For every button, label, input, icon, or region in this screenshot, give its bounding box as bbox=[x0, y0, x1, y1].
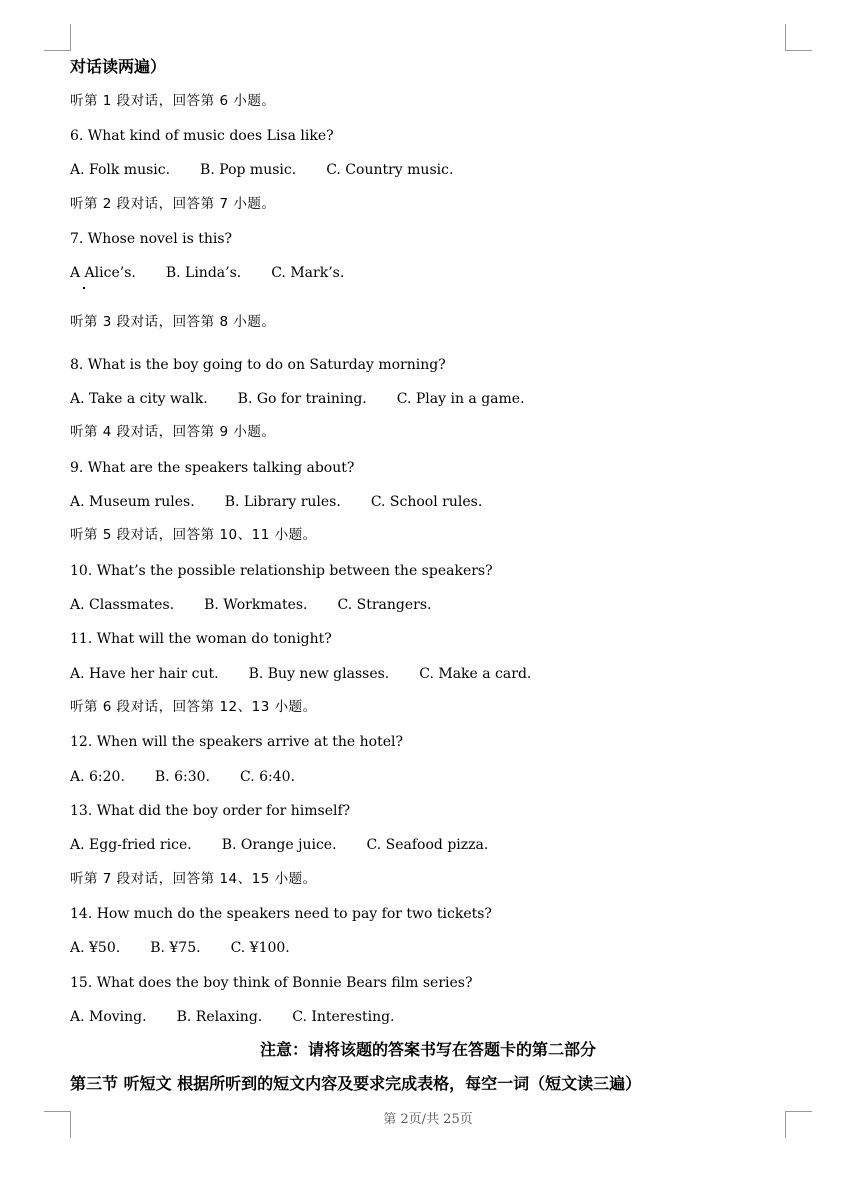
dialogue-instruction: 听第 5 段对话，回答第 10、11 小题。 bbox=[70, 527, 317, 543]
answer-option: A. Museum rules. bbox=[70, 494, 195, 510]
answer-option: B. 6:30. bbox=[154, 769, 210, 785]
answer-option: A. Folk music. bbox=[70, 162, 171, 178]
question: 10. What’s the possible relationship between the speakers? bbox=[70, 563, 493, 579]
question: 15. What does the boy think of Bonnie Bears film series? bbox=[70, 975, 473, 991]
answer-options bbox=[70, 595, 431, 615]
section-heading-tail: 对话读两遍） bbox=[70, 57, 167, 76]
question: 8. What is the boy going to do on Saturday morning? bbox=[70, 357, 446, 373]
answer-options bbox=[70, 664, 531, 684]
answer-option: C. Interesting. bbox=[292, 1009, 395, 1025]
answer-option: C. 6:40. bbox=[239, 769, 295, 785]
answer-options bbox=[70, 1007, 395, 1027]
answer-option: B. Library rules. bbox=[224, 494, 341, 510]
answer-option: B. Buy new glasses. bbox=[248, 666, 390, 682]
answer-option: C. Mark’s. bbox=[271, 265, 345, 281]
dialogue-instruction: 听第 6 段对话，回答第 12、13 小题。 bbox=[70, 699, 317, 715]
answer-option: C. Strangers. bbox=[337, 597, 432, 613]
answer-option: A. Moving. bbox=[70, 1009, 147, 1025]
answer-option: B. Relaxing. bbox=[176, 1009, 263, 1025]
answer-options bbox=[70, 263, 344, 283]
question: 11. What will the woman do tonight? bbox=[70, 631, 332, 647]
question: 14. How much do the speakers need to pay for two tickets? bbox=[70, 906, 492, 922]
dialogue-instruction: 听第 4 段对话，回答第 9 小题。 bbox=[70, 424, 276, 440]
question: 7. Whose novel is this? bbox=[70, 231, 233, 247]
dialogue-instruction: 听第 3 段对话，回答第 8 小题。 bbox=[70, 314, 276, 330]
answer-option: A. Classmates. bbox=[70, 597, 175, 613]
answer-option: A. Have her hair cut. bbox=[70, 666, 219, 682]
crop-mark-top-right bbox=[785, 24, 812, 51]
stray-dot bbox=[83, 287, 85, 289]
answer-option: C. Country music. bbox=[326, 162, 454, 178]
answer-options bbox=[70, 767, 295, 787]
answer-options bbox=[70, 835, 488, 855]
answer-option: B. ¥75. bbox=[150, 940, 201, 956]
question: 12. When will the speakers arrive at the hotel? bbox=[70, 734, 403, 750]
crop-mark-top-left bbox=[44, 24, 71, 51]
answer-options bbox=[70, 492, 482, 512]
answer-option: B. Orange juice. bbox=[221, 837, 337, 853]
answer-option: A. 6:20. bbox=[70, 769, 125, 785]
answer-option: B. Workmates. bbox=[204, 597, 308, 613]
answer-options bbox=[70, 160, 453, 180]
answer-option: C. Make a card. bbox=[419, 666, 532, 682]
answer-option: A. ¥50. bbox=[70, 940, 121, 956]
question: 9. What are the speakers talking about? bbox=[70, 460, 355, 476]
answer-option: A. Egg-fried rice. bbox=[70, 837, 192, 853]
section3-heading: 第三节 听短文 根据所听到的短文内容及要求完成表格，每空一词（短文读三遍） bbox=[70, 1074, 642, 1093]
question: 6. What kind of music does Lisa like? bbox=[70, 128, 334, 144]
dialogue-instruction: 听第 7 段对话，回答第 14、15 小题。 bbox=[70, 871, 317, 887]
answer-option: B. Go for training. bbox=[237, 391, 367, 407]
answer-options bbox=[70, 389, 525, 409]
notice: 注意：请将该题的答案书写在答题卡的第二部分 bbox=[259, 1040, 596, 1059]
question: 13. What did the boy order for himself? bbox=[70, 803, 351, 819]
answer-option: A Alice’s. bbox=[70, 265, 136, 281]
answer-option: B. Pop music. bbox=[200, 162, 297, 178]
answer-option: C. School rules. bbox=[370, 494, 483, 510]
answer-option: C. Play in a game. bbox=[396, 391, 525, 407]
dialogue-instruction: 听第 2 段对话，回答第 7 小题。 bbox=[70, 196, 276, 212]
answer-option: A. Take a city walk. bbox=[70, 391, 208, 407]
answer-option: C. Seafood pizza. bbox=[366, 837, 489, 853]
answer-options bbox=[70, 938, 290, 958]
dialogue-instruction: 听第 1 段对话，回答第 6 小题。 bbox=[70, 93, 276, 109]
answer-option: C. ¥100. bbox=[230, 940, 290, 956]
answer-option: B. Linda’s. bbox=[165, 265, 242, 281]
page-footer: 第 2页/共 25页 bbox=[383, 1112, 473, 1127]
